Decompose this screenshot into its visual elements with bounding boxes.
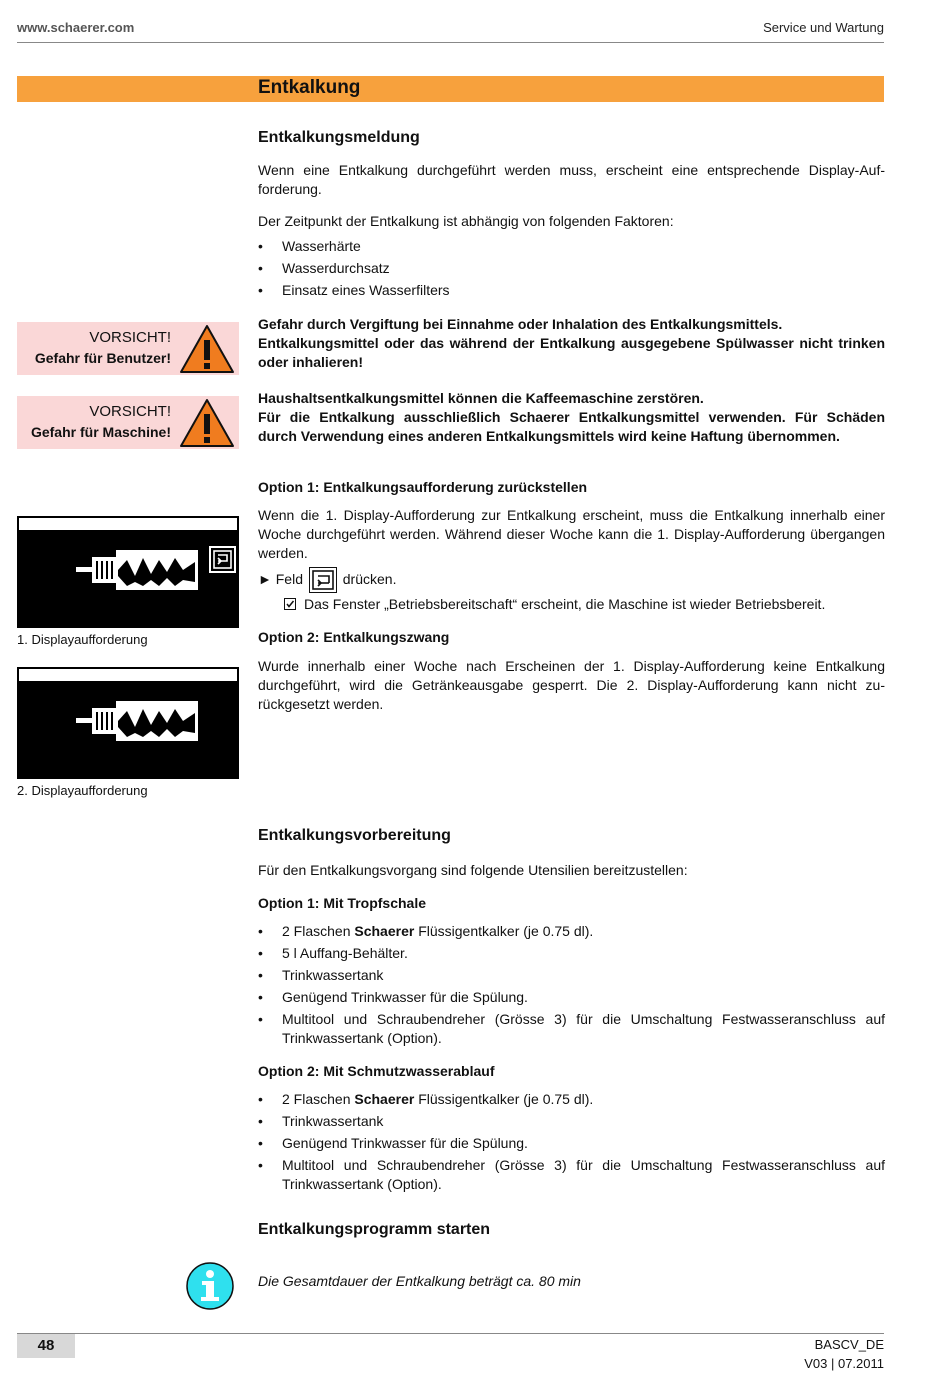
section-bar [17, 76, 884, 102]
factor-list [258, 237, 885, 303]
list-item: • 2 Flaschen Schaerer Flüssigentkalker (je 0.75 dl). [258, 1090, 885, 1109]
document-version: V03 | 07.2011 [804, 1356, 884, 1371]
option2-heading: Option 2: Entkalkungszwang [258, 629, 450, 645]
list-item: • Trinkwassertank [258, 1112, 885, 1131]
info-icon [185, 1261, 235, 1311]
warning-triangle-icon [179, 398, 235, 448]
display-title-bar [19, 669, 237, 681]
descaling-syringe-icon [75, 697, 200, 747]
display1-caption: 1. Displayaufforderung [17, 632, 148, 647]
display-screen-2 [17, 667, 239, 779]
return-field-icon[interactable] [209, 546, 236, 573]
warning-user-text1: Gefahr durch Vergiftung bei Einnahme oder Inhalation des Entkalkungsmittels. [258, 316, 783, 332]
meldung-para1: Wenn eine Entkalkung durchgeführt werden muss, erscheint eine entsprechende Display-Aufforderung. [258, 162, 885, 197]
descaling-syringe-icon [75, 546, 200, 596]
list-item: • Wasserdurchsatz [258, 259, 885, 278]
option1-result-text: Das Fenster „Betriebsbereitschaft“ erscheint, die Maschine ist wieder Betriebsbereit. [304, 596, 826, 612]
header-divider [17, 42, 884, 43]
warning-triangle-icon [179, 324, 235, 374]
section-title: Entkalkung [258, 77, 361, 98]
opt1-list [258, 922, 885, 1051]
list-item: • Trinkwassertank [258, 966, 885, 985]
programm-heading: Entkalkungsprogramm starten [258, 1221, 491, 1238]
warning-user-title: VORSICHT! [89, 329, 171, 346]
page-number: 48 [37, 1337, 55, 1354]
list-item: • 5 l Auffang-Behälter. [258, 944, 885, 963]
warning-machine-subtitle: Gefahr für Maschine! [30, 424, 171, 440]
warning-machine-title: VORSICHT! [89, 403, 171, 420]
list-item: • Multitool und Schraubendreher (Grösse 3) für die Umschaltung Festwasseranschluss auf Trinkwassertank (Option). [258, 1010, 885, 1048]
list-item: • Multitool und Schraubendreher (Grösse 3) für die Umschaltung Festwasseranschluss auf Trinkwassertank (Option). [258, 1156, 885, 1194]
list-item: • Genügend Trinkwasser für die Spülung. [258, 1134, 885, 1153]
option2-para: Wurde innerhalb einer Woche nach Erscheinen der 1. Display-Aufforderung keine Entkalkung durchgeführt, wird die Getränkeausgabe gesperrt. Die 2. Display-Aufforderung kann nicht zurückgesetzt werden. [258, 658, 885, 712]
list-item: • 2 Flaschen Schaerer Flüssigentkalker (je 0.75 dl). [258, 922, 885, 941]
option1-heading: Option 1: Entkalkungsaufforderung zurückstellen [258, 479, 588, 495]
warning-user-text2: Entkalkungsmittel oder das während der Entkalkung ausgegebene Spülwasser nicht trinken oder inhalieren! [258, 335, 885, 370]
vorbereitung-heading: Entkalkungsvorbereitung [258, 827, 451, 844]
programm-note: Die Gesamtdauer der Entkalkung beträgt ca. 80 min [258, 1273, 581, 1289]
opt2-list [258, 1090, 885, 1197]
option1-step [258, 566, 396, 593]
header-section: Service und Wartung [763, 20, 884, 35]
warning-user-box [17, 322, 239, 375]
display2-caption: 2. Displayaufforderung [17, 783, 148, 798]
display-title-bar [19, 518, 237, 530]
warning-machine-text1: Haushaltsentkalkungsmittel können die Kaffeemaschine zerstören. [258, 390, 704, 406]
return-arrow-icon [310, 568, 336, 592]
warning-machine-text2: Für die Entkalkung ausschließlich Schaerer Entkalkungsmittel verwenden. Für Schäden durch Verwendung eines anderen Entkalkungsmittels wird keine Haftung übernommen. [258, 409, 885, 444]
document-id: BASCV_DE [814, 1337, 884, 1352]
vorbereitung-opt2-heading: Option 2: Mit Schmutzwasserablauf [258, 1063, 495, 1079]
step-text-pre: Feld [275, 571, 303, 587]
list-item: • Einsatz eines Wasserfilters [258, 281, 885, 300]
vorbereitung-intro: Für den Entkalkungsvorgang sind folgende Utensilien bereitzustellen: [258, 862, 688, 878]
footer-divider [17, 1333, 884, 1334]
vorbereitung-opt1-heading: Option 1: Mit Tropfschale [258, 895, 427, 911]
list-item: • Genügend Trinkwasser für die Spülung. [258, 988, 885, 1007]
warning-user-subtitle: Gefahr für Benutzer! [34, 350, 171, 366]
meldung-heading: Entkalkungsmeldung [258, 129, 420, 146]
check-icon [284, 598, 296, 610]
step-text-post: drücken. [342, 571, 397, 587]
warning-machine-box [17, 396, 239, 449]
option1-para: Wenn die 1. Display-Aufforderung zur Entkalkung erscheint, muss die Entkalkung innerhalb einer Woche durchgeführt werden. Während dieser Woche kann die 1. Display-Aufforderung übergangen werden. [258, 507, 885, 561]
list-item: • Wasserhärte [258, 237, 885, 256]
display-screen-1 [17, 516, 239, 628]
option1-result [284, 595, 825, 614]
step-arrow-icon: ► [258, 571, 272, 587]
back-field-button[interactable] [309, 567, 337, 593]
meldung-para2: Der Zeitpunkt der Entkalkung ist abhängig von folgenden Faktoren: [258, 213, 674, 229]
website-url: www.schaerer.com [17, 20, 135, 35]
